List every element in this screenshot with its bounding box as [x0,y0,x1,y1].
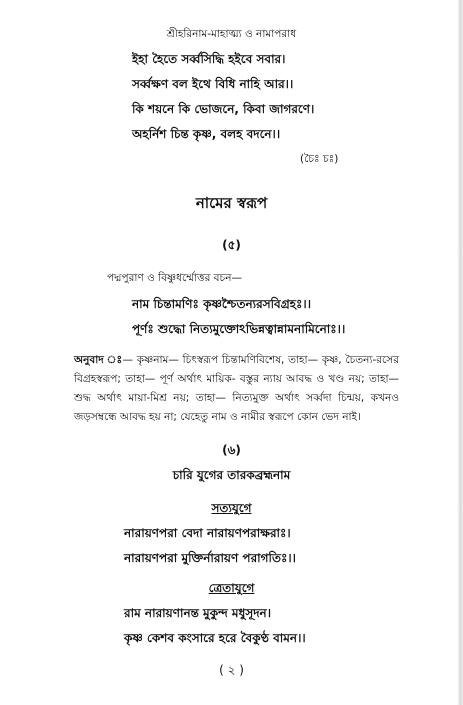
running-header: শ্রীহরিনাম-মাহাত্ম্য ও নামাপরাধ [166,28,297,40]
verse-number-6: (৬) [222,443,241,457]
verse-1-reference: (চৈঃ চঃ) [300,153,339,165]
verse-2-line-1: নাম চিন্তামণিঃ কৃষ্ণশ্চৈতন্যরসবিগ্রহঃ।। [132,297,312,311]
verse-1-line-1: ইহা হৈতে সর্ব্বসিদ্ধি হইবে সবার। [132,52,286,66]
subsection-title: চারি যুগের তারকব্রহ্মনাম [172,468,291,482]
verse-1-line-3: কি শয়নে কি ভোজনে, কিবা জাগরণে। [132,102,315,116]
verse-2-line-2: পূর্ণঃ শুদ্ধো নিত্যমুক্তোঽভিন্নত্বান্নামনামিনোঃ।। [132,322,346,336]
verse-1-line-2: সর্ব্বক্ষণ বল ইথে বিধি নাহি আর।। [132,77,294,91]
verse-3-line-1: নারায়ণপরা বেদা নারায়ণপরাক্ষরাঃ। [124,526,291,540]
yuga-heading-satya: সত্যযুগে [211,501,252,515]
source-attribution: পদ্মপুরাণ ও বিষ্ণুধর্ম্মোত্তর বচন— [107,272,242,284]
yuga-heading-treta: ত্রেতাযুগে [208,581,255,595]
section-title: নামের স্বরূপ [195,194,268,212]
verse-1-line-4: অহর্নিশ চিন্ত কৃষ্ণ, বলহ বদনে।। [132,127,281,141]
verse-number-5: (৫) [222,238,241,252]
translation-paragraph [74,351,399,427]
verse-4-line-2: কৃষ্ণ কেশব কংসারে হরে বৈকুণ্ঠ বামন।। [124,631,306,645]
translation-text: — কৃষ্ণনাম— চিৎস্বরূপ চিন্তামণিবিশেষ, তাহা— কৃষ্ণ, চৈতন্য-রসের বিগ্রহস্বরূপ; তাহা— পূর্ণ অর্থাৎ মায়িক- বস্তুর ন্যায় আবদ্ধ ও খণ্ড নয়; তাহা— শুদ্ধ অর্থাৎ মায়া-মিশ্র নয়; তাহা— নিত্যমুক্ত অর্থাৎ সর্ব্বদা চিন্ময়, কখনও জড়সম্বন্ধে আবদ্ধ হয় না; যেহেতু নাম ও নামীর স্বরূপে কোন ভেদ নাই। [74,354,399,423]
page-edge-shadow [457,0,463,705]
page-number: ( ২ ) [219,663,244,677]
translation-label: অনুবাদ ঃ [74,354,123,366]
verse-3-line-2: নারায়ণপরা মুক্তির্নারায়ণ পরাগতিঃ।। [124,551,296,565]
verse-4-line-1: রাম নারায়ণানন্ত মুকুন্দ মধুসূদন। [124,606,271,620]
